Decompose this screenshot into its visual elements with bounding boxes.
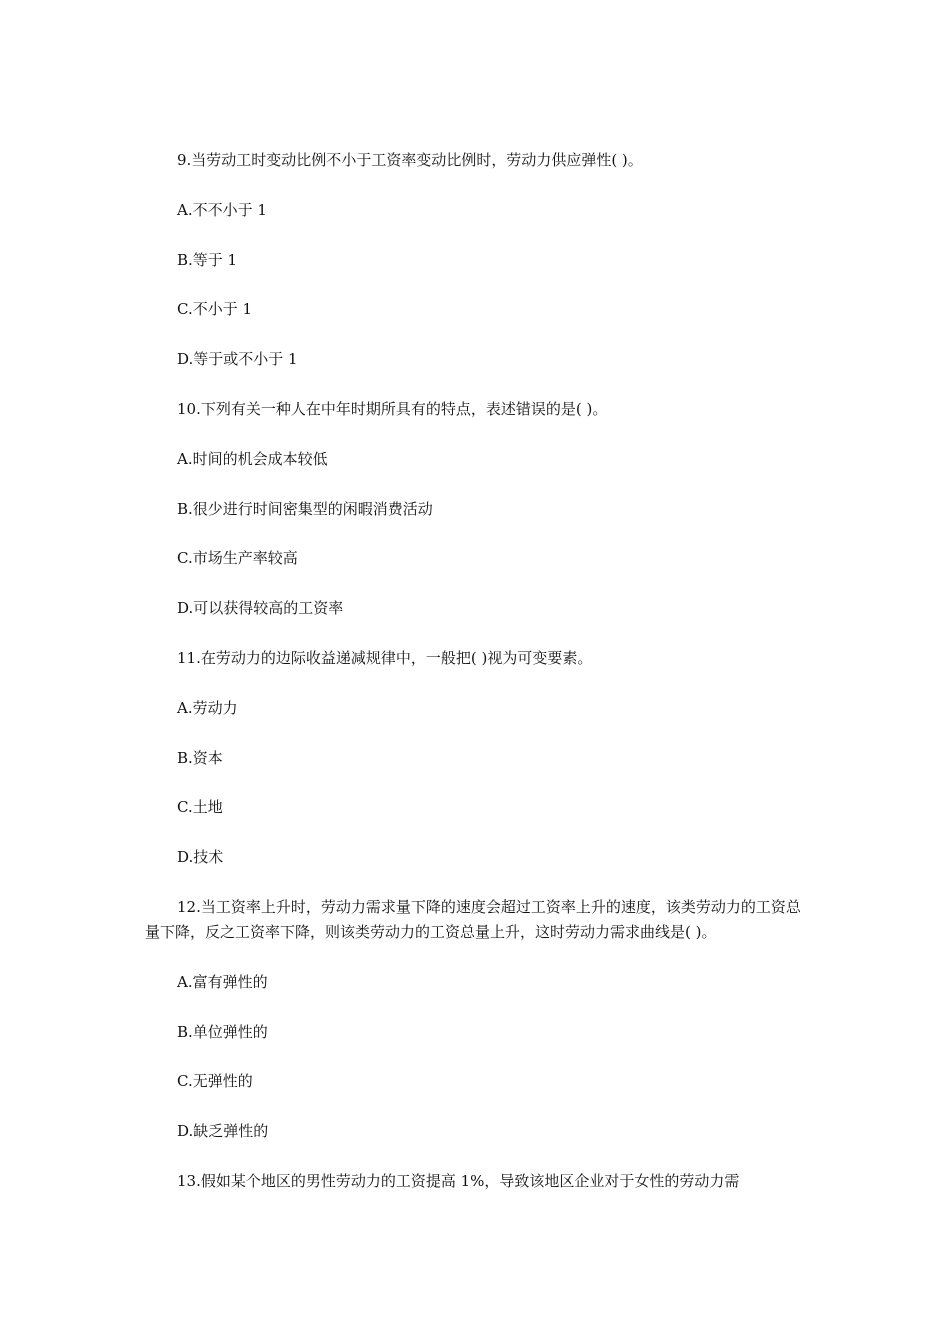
question-12-option-a: A.富有弹性的	[177, 972, 268, 991]
question-11-option-a: A.劳动力	[177, 698, 238, 717]
question-11-stem: 11.在劳动力的边际收益递减规律中，一般把( )视为可变要素。	[177, 648, 593, 667]
question-11-option-c: C.土地	[177, 798, 223, 817]
question-9-stem: 9.当劳动工时变动比例不小于工资率变动比例时，劳动力供应弹性( )。	[177, 151, 643, 169]
question-11-option-d: D.技术	[177, 848, 224, 867]
question-10-option-b: B.很少进行时间密集型的闲暇消费活动	[177, 499, 433, 518]
question-12-option-b: B.单位弹性的	[177, 1022, 268, 1041]
document-body	[145, 148, 810, 1219]
question-9-option-a: A.不不小于 1	[177, 200, 267, 219]
question-9-option-c: C.不小于 1	[177, 300, 253, 319]
question-12-option-d: D.缺乏弹性的	[177, 1122, 269, 1141]
question-9-option-d: D.等于或不小于 1	[177, 350, 298, 369]
question-12-option-c: C.无弹性的	[177, 1072, 253, 1091]
question-9-option-b: B.等于 1	[177, 250, 238, 269]
question-10-option-d: D.可以获得较高的工资率	[177, 599, 344, 618]
question-10-option-c: C.市场生产率较高	[177, 549, 298, 568]
question-11-option-b: B.资本	[177, 748, 223, 767]
question-12-stem: 12.当工资率上升时，劳动力需求量下降的速度会超过工资率上升的速度，该类劳动力的工资总量下降，反之工资率下降，则该类劳动力的工资总量上升，这时劳动力需求曲线是( )。	[145, 897, 801, 941]
question-10-stem: 10.下列有关一种人在中年时期所具有的特点，表述错误的是( )。	[177, 399, 608, 418]
question-13-stem: 13.假如某个地区的男性劳动力的工资提高 1%，导致该地区企业对于女性的劳动力需	[177, 1171, 740, 1190]
question-10-option-a: A.时间的机会成本较低	[177, 449, 328, 468]
